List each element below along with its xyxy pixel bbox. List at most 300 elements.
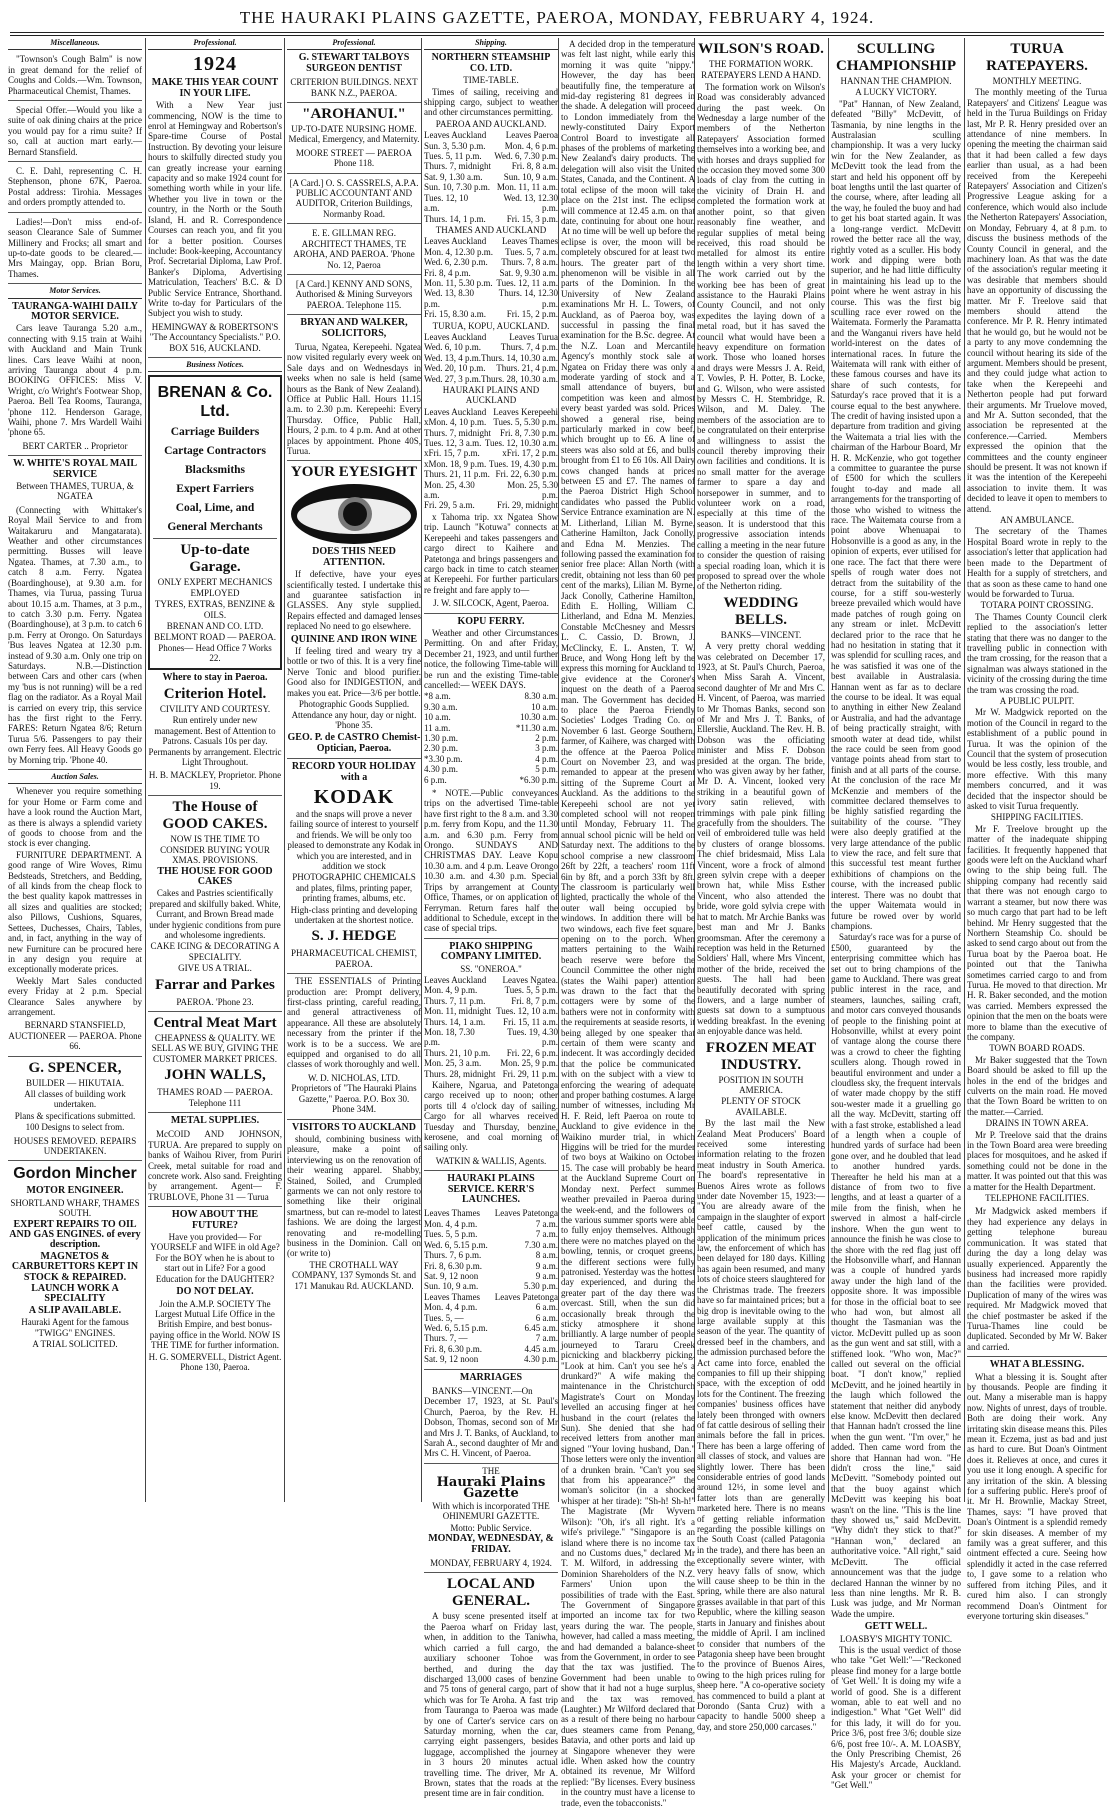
timetable-cell: Tues. 5, 5 p.m. xyxy=(504,985,558,996)
timetable-cell: Mon. 11, 11 a.m. xyxy=(496,182,558,193)
visitors-sign: THE CROTHALL WAY COMPANY, 137 Symonds St. and 171 Manukau Rd. AUCKLAND. xyxy=(291,1259,417,1291)
timetable-cell: Fri. 22, 6.30 p.m. xyxy=(495,469,558,480)
timetable-row xyxy=(424,332,558,342)
meat-name: JOHN WALLS, xyxy=(164,1067,266,1084)
timetable-paeroa-auckland xyxy=(424,130,558,224)
ambulance-body: The secretary of the Thames Hospital Board wrote in reply to the association's letter that application had been made to the Department of Health for a supply of stretchers, and that as soon as these came to hand one would be forwarded to Turua. xyxy=(967,526,1107,599)
gazette-the: THE xyxy=(482,1465,500,1476)
timetable-cell: 4.45 a.m. xyxy=(524,1343,558,1354)
nsc-sub: TIME-TABLE. xyxy=(463,75,519,86)
future-body-2: Join the A.M.P. SOCIETY The Largest Mutual Life Office in the British Empire, and best bonus-paying office in the World. NOW IS THE TIME for further information. xyxy=(149,1298,281,1351)
timetable-cell: Mon. 25, 9 p.m. xyxy=(500,1058,558,1069)
brenan-title: BRENAN & Co. Ltd. xyxy=(157,384,273,421)
cakes-title: The House of GOOD CAKES. xyxy=(162,799,268,833)
timetable-cell: Thurs. 7, midnight xyxy=(424,427,491,438)
timetable-cell: Mon. 4, 12.30 p.m. xyxy=(424,246,494,257)
mincher-name: Gordon Mincher xyxy=(13,1165,137,1183)
ambulance-title: AN AMBULANCE. xyxy=(999,515,1074,526)
marriages-title: MARRIAGES xyxy=(459,1371,523,1383)
timetable-cell: xMon. 4, 10 p.m. xyxy=(424,417,487,428)
mincher-agent: Hauraki Agent for the famous "TWIGG" ENGINES. xyxy=(21,1317,129,1338)
timetable-row xyxy=(424,1048,558,1058)
timetable-cell: Fri. 15, 3 p.m. xyxy=(506,213,558,224)
auction-body-3: Weekly Mart Sales conducted every Friday at 2 p.m. Special Clearance Sales anywhere by arrangement. xyxy=(8,975,142,1017)
timetable-cell: 9 a.m. xyxy=(535,1260,558,1271)
column-2 xyxy=(148,38,282,1502)
ad-special-offer: Special Offer.—Would you like a suite of oak dining chairs at the price you would pay for a rimu suite? If so, call at auction mart early.—Bernard Stansfield. xyxy=(8,103,142,162)
drains-body: Mr P. Treelove said that the drains in the Town Board area were breeding places for mosquitoes, and he asked if something could not be done in the matter. It was pointed out that this was a matter for the Health Department. xyxy=(967,1129,1107,1192)
timetable-cell: Tues. 12, 10 a.m. xyxy=(496,1006,558,1017)
column-rule xyxy=(421,38,422,1502)
timetable-cell: Fri. 8, 6.30 p.m. xyxy=(424,1260,483,1271)
timetable-cell: Wed. 6, 5.15 p.m. xyxy=(424,1322,488,1333)
timetable-row xyxy=(424,236,558,246)
kodak-printing: High-class printing and developing undertaken at the shortest notice. xyxy=(290,904,418,925)
timetable-cell: 2 p.m. xyxy=(535,733,558,743)
timetable-cell: 7 a.m. xyxy=(535,1333,558,1344)
timetable-cell: Mon. 11, 5.30 p.m. xyxy=(424,277,493,288)
arohanui-address: MOORE STREET — PAEROA Phone 118. xyxy=(287,146,421,174)
timetable-row xyxy=(424,1281,558,1291)
ad-dahl: C. E. Dahl, representing C. H. Stephenson, phone 67K, Paeroa. Postal address: Tirohia. Messages and orders promptly attended to. xyxy=(8,164,142,213)
year-body: With a New Year just commencing, NOW is the time to enrol at Hemingway and Robertson's Spare-time Course of Postal Instruction. By devoting your leisure hours to skilfully directed study you can greatly increase your earning capacity and so make 1924 count for something worth while in your life. Whether you live in town or the country, in the North or the South Island, H. and R. Correspondence Courses can reach you, and fit you for a better position. Courses include: Book-keeping, Accountancy Prof. Secretarial Diploma, Law Prof. Banker's Diploma, Advertising Matriculation, Teachers' B.C. & D Public Service Entrance, Shorthand. Write to-day for Particulars of the Subject you wish to study. xyxy=(148,100,282,319)
timetable-row xyxy=(424,182,558,192)
timetable-cell: Thurs. 7, 6 p.m. xyxy=(424,1250,482,1261)
timetable-cell: Fri. 8, 7.30 p.m. xyxy=(499,427,558,438)
timetable-row xyxy=(424,459,558,469)
timetable-kerr-launches xyxy=(424,1206,558,1369)
brenan-ad xyxy=(148,375,282,669)
ad-ladies: Ladies!—Don't miss end-of-season Clearance Sale of Summer Millinery and Frocks; all smart and up-to-date goods to be cleared.—Mrs Maingay, opp. Brian Boru, Thames. xyxy=(8,215,142,284)
timetable-row xyxy=(424,247,558,257)
future-title: HOW ABOUT THE FUTURE? xyxy=(171,1209,259,1231)
timetable-cell: Thurs. 21, 4 p.m. xyxy=(496,363,558,374)
timetable-row xyxy=(424,1271,558,1281)
cakes-house: THE HOUSE FOR GOOD CAKES xyxy=(157,865,273,887)
timetable-row xyxy=(424,712,558,722)
mincher-slip: A SLIP AVAILABLE. xyxy=(28,1304,122,1316)
timetable-cell: Fri. 8, 7 p.m. xyxy=(511,995,558,1006)
timetable-row xyxy=(424,268,558,278)
timetable-row xyxy=(424,985,558,995)
auction-body-1: Whenever you require something for your Home or Farm come and have a look round the Auction Mart, as there is always a splendid variety of goods to choose from and the stock is ever changing. xyxy=(8,786,142,849)
timetable-cell: Sun. 3, 5.30 p.m. xyxy=(424,140,486,151)
kopu-title: KOPU FERRY. xyxy=(457,615,525,627)
timetable-cell: 11 a.m. xyxy=(424,722,451,733)
timetable-cell: 7.30 a.m. xyxy=(524,1239,558,1250)
arohanui-title: "AROHANUI." xyxy=(302,106,406,123)
column-8 xyxy=(967,38,1107,1621)
cakes-trial: GIVE US A TRIAL. xyxy=(178,963,252,974)
timetable-cell: Sat. 9, 9.30 a.m. xyxy=(499,267,558,278)
year-title: 1924 xyxy=(193,53,237,76)
timetable-cell: Fri. 29, 5 a.m. xyxy=(424,500,475,511)
timetable-piako xyxy=(424,975,558,1079)
brenan-line: Coal, Lime, and xyxy=(175,502,255,515)
timetable-row xyxy=(424,214,558,224)
ta-title: THAMES AND AUCKLAND xyxy=(435,224,547,235)
launch-title: HAURAKI PLAINS SERVICE. KERR'S LAUNCHES. xyxy=(447,1173,535,1206)
timetable-row xyxy=(424,151,558,161)
section-shipping: Shipping. xyxy=(424,38,558,50)
timetable-cell: Sun. 10, 9 a.m. xyxy=(503,171,558,182)
timetable-thames-auckland xyxy=(424,236,558,319)
timetable-cell: 1.30 p.m. xyxy=(424,733,459,743)
spencer-body: All classes of building work undertaken. xyxy=(24,1088,126,1110)
timetable-row xyxy=(424,141,558,151)
timetable-turua-kopu xyxy=(424,332,558,384)
arohanui-body: UP-TO-DATE NURSING HOME. Medical, Emergency, and Maternity. xyxy=(288,124,420,145)
timetable-row xyxy=(424,469,558,479)
timetable-cell: Tues. 12, 10 a.m. xyxy=(424,192,469,214)
section-professional: Professional. xyxy=(287,38,421,50)
timetable-row xyxy=(424,257,558,267)
timetable-row xyxy=(424,1302,558,1312)
timetable-cell: Sat. 9, 12 noon xyxy=(424,1270,479,1281)
column-rule xyxy=(284,38,285,1502)
timetable-cell: Mon. 4, 4 p.m. xyxy=(424,1218,478,1229)
cakes-body: NOW IS THE TIME TO CONSIDER BUYING YOUR XMAS. PROVISIONS. xyxy=(160,834,270,866)
timetable-cell: 8.30 a.m. xyxy=(524,691,558,702)
timetable-cell: Thurs. 28, 10.30 a.m. xyxy=(481,373,559,384)
future-delay: DO NOT DELAY. xyxy=(176,1286,254,1298)
telephone-body: Mr Madgwick asked members if they had experience any delays in getting telephone bureau communication. It was stated that during the day a long delay was usually experienced. Apparently the business had increased more rapidly than the facilities were provided. Duplication of many of the wires was required. Mr Madgwick moved that the chief postmaster be asked if the Turua-Thames line could be duplicated. Seconded by Mr W. Baker and carried. xyxy=(967,1204,1107,1357)
timetable-row xyxy=(424,374,558,384)
timetable-cell: Tues. 5, 7 a.m. xyxy=(505,246,558,257)
wedding-sub: BANKS—VINCENT. xyxy=(720,629,802,640)
timetable-row xyxy=(424,480,558,501)
column-rule xyxy=(828,38,829,1502)
wilsons-road-title: WILSON'S ROAD. xyxy=(698,41,824,57)
gett-well-body: This is the usual verdict of those who take "Get Well:"—"Reckoned please find money for a large bottle of 'Get Well.' It is doing my wife a world of good. She is a different woman, able to eat well and no indigestion." What "Get Well" did for this lady, it will do for you. Price 3/6, post free 3/6; double size 6/6, post free 10/-. A. M. LOASBY, the Only Prescribing Chemist, 26 His Majesty's Arcade, Auckland. Ask your grocer or chemist for "Get Well." xyxy=(831,1644,961,1791)
timetable-row xyxy=(424,353,558,363)
year-sign: HEMINGWAY & ROBERTSON'S "The Accountancy Specialists." P.O. BOX 516, AUCKLAND. xyxy=(148,320,282,358)
timetable-cell: Leaves Turua xyxy=(509,331,558,342)
gett-well-title: GETT WELL. xyxy=(864,1621,928,1633)
gazette-sub: With which is incorporated THE OHINEMURI GAZETTE. xyxy=(432,1501,550,1522)
cassrels-card: [A Card.] O. S. CASSRELS, A.P.A. PUBLIC ACCOUNTANT AND AUDITOR, Criterion Buildings, Normanby Road. xyxy=(287,176,421,225)
gett-well-sub: LOASBY'S MIGHTY TONIC. xyxy=(839,1633,953,1644)
section-motor-services: Motor Services. xyxy=(8,286,142,298)
timetable-cell: 5.30 p.m. xyxy=(523,1281,558,1292)
timetable-cell: Tues. 12, 11 a.m. xyxy=(496,277,558,288)
wedding-title: WEDDING BELLS. xyxy=(723,594,799,628)
bryan-title: BRYAN AND WALKER, SOLICITORS, xyxy=(300,317,408,339)
timetable-row xyxy=(424,1323,558,1333)
timetable-cell: Fri. 29, 11 p.m. xyxy=(502,1068,558,1079)
garage-tyres: TYRES, EXTRAS, BENZINE & OILS. xyxy=(154,599,276,620)
timetable-row xyxy=(424,1208,558,1218)
timetable-cell: xFri. 17, 2 p.m. xyxy=(502,448,558,459)
section-miscellaneous: Miscellaneous. xyxy=(8,38,142,50)
meat-body: CHEAPNESS & QUALITY. WE SELL AS WE BUY, GIVING THE CUSTOMER MARKET PRICES. xyxy=(151,1032,279,1064)
gazette-days: MONDAY, WEDNESDAY, & FRIDAY. xyxy=(428,1533,554,1555)
wilsons-road-body: The formation work on Wilson's Road was considerably advanced during the past week. On Wednesday a large number of the members of the Netherton Ratepayers' Association formed themselves into a working bee, and with horses and drays supplied for the occasion they moved some 300 loads of clay from the cutting in the vicinity of Drain H. and completed the formation work at another point, so that given reasonably fine weather, and regular supplies of metal being received, this road should be metalled for almost its entire length within a very short time. The work carried out by the working bee has been of great assistance to the Hauraki Plains County Council, and not only expedites the laying down of a metal road, but it has saved the council what would have been a heavy expenditure on formation work. Those who loaned horses and drays were Messrs J. A. Reid, T. Vowles, P. H. Potter, B. Locke, and G. Wilson, who were assisted by Messrs C. H. Stembridge, R. Wilson, and M. Daley. The members of the association are to be congratulated on their enterprise and willingness to assist the council thereby improving their own facilities and conditions. It is no small matter for the average farmer to spare a day and horsepower in summer, and to volunteer work on a road, especially at this time of the season. It is understood that this progressive association intends calling a meeting in the near future to consider the question of raising a special roading loan, which it is proposed to spread over the whole of the Netherton riding. xyxy=(697,81,825,592)
timetable-cell: 9 a.m. xyxy=(535,1270,558,1281)
kodak-brand: KODAK xyxy=(313,785,395,808)
timetable-hauraki-plains xyxy=(424,407,558,511)
column-rule xyxy=(964,38,965,1502)
timetable-cell: Wed. 6, 7.30 p.m. xyxy=(494,151,558,162)
timetable-cell: Thurs. 14, 1 a.m. xyxy=(424,1016,486,1027)
timetable-cell: *8 a.m. xyxy=(424,691,451,702)
visitors-title: VISITORS TO AUCKLAND xyxy=(292,1121,416,1133)
timetable-cell: Thurs. 7, 4 p.m. xyxy=(500,342,558,353)
blessing-title: WHAT A BLESSING. xyxy=(989,1359,1085,1371)
timetable-cell: Mon. 11, midnight xyxy=(424,1006,492,1017)
brenan-line: General Merchants xyxy=(167,521,263,534)
timetable-row xyxy=(424,417,558,427)
kenny-card: [A Card.] KENNY AND SONS, Authorised & Mining Surveyors PAEROA. Telephone 115. xyxy=(287,277,421,315)
mincher-magnetos: MAGNETOS & CARBURETTORS KEPT IN STOCK & REPAIRED. xyxy=(11,1250,139,1283)
timetable-cell: Thurs. 21, 10 p.m. xyxy=(424,1047,491,1058)
timetable-row xyxy=(424,1354,558,1364)
timetable-cell: Leaves Paeroa xyxy=(505,130,558,141)
timetable-row xyxy=(424,1219,558,1229)
bryan-body: Turua, Ngatea, Kerepeehi. Ngatea now visited regularly every week on Sale days and on Wednesdays in weeks when no sale is held (same hours as the Bank of New Zealand). Office at Public Hall. Hours 11.15 a.m. to 2.30 p.m. Kerepeehi: Every Thursday. Office, Public Hall, Hours, 2 p.m. to 4 p.m. And at other places by appointment. Phone 40S, Turua. xyxy=(287,340,421,461)
timetable-cell: Sat. 9, 1.30 a.m. xyxy=(424,171,483,182)
timetable-cell: Tues. 5, 5 p.m. xyxy=(424,1229,478,1240)
tk-title: TURUA, KOPU, AUCKLAND. xyxy=(432,320,550,331)
timetable-row xyxy=(424,288,558,309)
timetable-cell: 10 a.m. xyxy=(531,701,558,712)
hedge-sub: PHARMACEUTICAL CHEMIST, PAEROA. xyxy=(287,946,421,974)
spencer-name: G. SPENCER, xyxy=(28,1059,122,1076)
timetable-cell: 4 p.m. xyxy=(535,753,558,764)
timetable-cell: Mon. 4, 4 p.m. xyxy=(424,1302,478,1313)
eye-icon xyxy=(291,484,417,544)
kodak-body: and the snaps will prove a never failing source of interest to yourself and friends. We will be only too pleased to demonstrate any Kodak in which you are interested, and in addition we stock xyxy=(287,808,421,871)
timetable-cell: Wed. 6, 2.30 p.m. xyxy=(424,257,488,268)
talboys-body: CRITERION BUILDINGS. NEXT BANK N.Z., PAEROA. xyxy=(287,75,421,103)
nsc-title: NORTHERN STEAMSHIP CO. LTD. xyxy=(431,52,551,74)
timetable-cell: Thurs. 14, 10.30 a.m. xyxy=(481,352,559,363)
timetable-row xyxy=(424,1229,558,1239)
mincher-launch: LAUNCH WORK A SPECIALITY xyxy=(31,1283,119,1305)
sculling-sub: HANNAN THE CHAMPION. xyxy=(840,76,952,86)
future-sign: H. G. SOMERVELL, District Agent. Phone 130, Paeroa. xyxy=(148,1351,282,1372)
timetable-row xyxy=(424,764,558,774)
timetable-cell: Sun. 10, 7.30 p.m. xyxy=(424,182,491,193)
sculling-body: "Pat" Hannan, of New Zealand, defeated "Billy" McDevitt, of Tasmania, by nine lengths in the Australasian sculling championship. It was a very lucky win for the New Zealander, as McDevitt took the lead from the start and held his opponent off by boat lengths until the last quarter of the course, where, after leading all the way, he fouled the buoy and had to get his boat started again. It was a long-range verdict. McDevitt rowed the better race all the way, rightly voted as a sculler. His body work and dipping were both superior, and he had little difficulty in maintaining his lead up to the point where he went astray in his course. This was the first big sculling race ever rowed on the Waitemata. Formerly the Paramatta and the Wanganui rivers have held world-interest on the dates of international races. In future the Waitemata will rank with either of these famous courses and have its share of such contests, for Saturday's race proved that it is a course equal to the best anywhere. The credit of having insisted upon a departure from tradition and giving the Waitemata a trial lies with the chairman of the Harbour Board, Mr H. R. McKenzie, who got together a committee to guarantee the purse of £500 for which the scullers fought to-day and made all arrangements for the transporting of those who wished to witness the race. The Waitemata course from a point above Whenuapai to Hobsonville is a good as any, in the opinion of experts, ever utilised for one race. The fact that there were spells of rough water does not detract from the suitability of the course, for a stiff sou-westerly breeze prevailed which would have made patches of rough going on any stream or inlet. McDevitt declared prior to the race that he had no hesitation in stating that it was splendid for sculling races, and he was satisfied it was one of the best available in Australasia. Hannan went as far as to declare the course to be ideal. It was equal to anything in either New Zealand or Australia, and had the advantage of being practically straight, with smooth water at dead tide, whilst the race could be seen from good vantage points ahead from start to finish and at all parts of the course. At the conclusion of the race Mr McKenzie and members of the committee declared themselves to be highly satisfied regarding the suitability of the course. "They were also deeply gratified at the very large attendance of the public to view the race, and felt sure that this successful test meant further exhibitions of champions on the course, with the increased public interest. There was no doubt that the upper Waitemata would in future be rowed over by world champions. xyxy=(831,98,961,931)
pa-title: PAEROA AND AUCKLAND. xyxy=(435,118,547,129)
timetable-cell: 4.30 p.m. xyxy=(523,1354,558,1365)
wilsons-road-sub-2: RATEPAYERS LEND A HAND. xyxy=(701,70,821,81)
frozen-meat-body: By the last mail the New Zealand Meat Producers' Board received some interesting information relating to the frozen meat industry in South America. The board's representative in Buenos Aires wrote as follows under date November 15, 1923:— "You are already aware of the campaign in the slaughter of export beef cattle, caused by the application of the minimum prices law, the enforcement of which has been delayed for 180 days. Killing has again been resumed, and many lots of choice steers slaughtered for the Christmas trade. The freezers have so far maintained prices; but a big drop is inevitable owing to the large available supply at this season of the year. The quantity of dressed beef in the chambers, and the admission purchased before the Act came into force, enabled the companies to fill up their shipping space, with the exception of odd lots for the Continent. The freezing companies' business offices have lately been thronged with owners of fat cattle desirous of selling their animals before the fall in prices. There has been a large offering of all classes of stock, and values are slightly lower. There has been considerable entries of good lands around 12½, in some level and fatter lots than are generally marketed here. There is no means of getting reliable information regarding the possible killings on the South Coast (called Patagonia in the trade), and there has been an exceptionally severe winter, with very heavy falls of snow, which will cause sheep to be thin in the spring, while there are also natural grasses available in that part of this Republic, where the killing season starts in January and finishes about the middle of April. I am inclined to consider that numbers of the Patagonia sheep have been brought to the province of Buenos Aires, owing to the high prices ruling for sheep here. "A co-operative society has commenced to build a plant at Dorondo (Santa Cruz) with a capacity to handle 5000 sheep a day, and store 250,000 carcases." xyxy=(697,1118,825,1732)
kopu-note: * NOTE.—Public conveyances trips on the advertised Time-table have first right to the 8 a.m. and 3.30 p.m. ferry from Kopu, and the 11.30 a.m. and 6.30 p.m. Ferry from Orongo. SUNDAYS AND CHRISTMAS DAY. Leave Kopu 10.30 a.m. and 4 p.m. Leave Orongo 10.30 a.m. and 4.30 p.m. Special Trips by arrangement at County Office, Thames, or on application of Ferryman. Return fares half the additional to Schedule, except in the case of special trips. xyxy=(424,786,558,939)
timetable-cell: Mon. 18, 7.30 p.m. xyxy=(424,1026,475,1048)
eyesight-body: If defective, have your eyes scientifically tested. I undertake this and guarantee satisfaction in GLASSES. Any style supplied. Repairs effected and damaged lenses replaced No need to go elsewhere. xyxy=(287,569,421,632)
timetable-cell: *11.30 a.m. xyxy=(515,722,558,733)
timetable-cell: Mon. 25, 4.30 a.m. xyxy=(424,479,475,501)
turua-body: The monthly meeting of the Turua Ratepayers' and Citizens' League was held in the Turua Buildings on Friday last, Mr P. R. Henry presided over an attendance of nine members. In opening the meeting the chairman said that it had been called a few days earlier than usual, as a had been received from the Kerepeehi Ratepayers' Association and Citizen's Progressive League asking for a conference, which would also include the Netherton Ratepayers' Association, on Monday, February 4, at 8 p.m. to discuss the business methods of the County Council in general, and the machinery loan. As that was the date of the association's regular meeting it was desirable that members should have an opportunity of discussing the matter. Mr F. Treelove said that members should attend the conference. Mr P. R. Henry intimated that he would go, but he would not be a party to any move condemning the council without hearing its side of the argument. Members should be present, and they could judge what action to take when the Kerepeehi and Netherton people had put forward their arguments. Mr Truelove moved, and Mr A. Sutton seconded, that the association be represented at the conference.—Carried. Members expressed the opinion that the committees and the county engineer should be present. It was not known if it was the intention of the Kerepeehi association to invite them. It was decided to leave it open to members to attend. xyxy=(967,87,1107,514)
column-4 xyxy=(424,38,559,1799)
masthead-rule xyxy=(10,32,1104,36)
cakes-description: Cakes and Pastries scientifically prepared and skilfully baked. White, Currant, and Brown Bread made under hygienic conditions from pure and wholesome ingredients. xyxy=(149,888,281,940)
timetable-row xyxy=(424,500,558,510)
timetable-cell: Fri. 15, 8.30 a.m. xyxy=(424,309,486,320)
timetable-cell: Leaves Auckland xyxy=(424,974,487,985)
kodak-chemicals: PHOTOGRAPHIC CHEMICALS and plates, films, printing paper, printing frames, albums, etc. xyxy=(292,872,416,904)
timetable-cell: Tues. 12, 3 a.m. xyxy=(424,438,482,449)
timetable-cell: Leaves Thames xyxy=(501,236,558,247)
essentials-body: THE ESSENTIALS of Printing production are: Prompt delivery, first-class printing, careful reading, and general attractiveness of appearance. All these are absolutely necessary from the printer if the work is to be a success. We are equipped and organised to do all classes of work thoroughly and well. xyxy=(287,976,421,1070)
shipping-title: SHIPPING FACILITIES. xyxy=(990,812,1084,823)
brenan-line: Carriage Builders xyxy=(170,426,260,439)
timetable-cell: Tues. 12, 10.30 a.m. xyxy=(484,438,558,449)
timetable-cell: Wed. 27, 3 p.m. xyxy=(424,373,482,384)
timetable-row xyxy=(424,342,558,352)
timetable-cell: Fri. 8, 8 a.m. xyxy=(511,161,558,172)
mincher-role: MOTOR ENGINEER. xyxy=(26,1185,124,1197)
timetable-row xyxy=(424,1006,558,1016)
timetable-cell: Fri. 8, 6.30 p.m. xyxy=(424,1343,483,1354)
spencer-plans: Plans & specifications submitted. xyxy=(14,1110,136,1121)
sculling-title: SCULLING CHAMPIONSHIP xyxy=(836,41,956,74)
pulpit-title: A PUBLIC PULPIT. xyxy=(999,695,1075,706)
wilsons-road-sub: THE FORMATION WORK. xyxy=(708,59,814,69)
meat-title: Central Meat Mart xyxy=(153,1014,277,1031)
piako-sub: SS. "ONEROA." xyxy=(460,963,522,974)
timetable-cell: 2.30 p.m. xyxy=(424,743,459,754)
timetable-cell: Thurs. 21, 11 p.m. xyxy=(424,469,490,480)
timetable-row xyxy=(424,691,558,701)
auction-sign: BERNARD STANSFIELD, AUCTIONEER — PAEROA. Phone 66. xyxy=(8,1018,142,1056)
timetable-row xyxy=(424,448,558,458)
timetable-cell: Leaves Auckland xyxy=(424,130,487,141)
timetable-cell: Tues. 5, 11 p.m. xyxy=(424,151,482,162)
local-body: A busy scene presented itself at the Paeroa wharf on Friday last, when, in addition to the Taniwha, which carried a full cargo, the auxiliary schooner Tohoe was berthed, and during the day discharged 13,000 cases of benzine and 75 tons of general cargo, part of which was for Te Aroha. A fast trip from Tauranga to Paeroa was made by one of Carter's service cars on Saturday morning, when the car, carrying eight passengers, besides luggage, accomplished the journey in 3 hours 20 minutes actual travelling time. The driver, Mr A. Brown, states that the roads at the present time are in fair condition. xyxy=(424,1611,558,1799)
timetable-cell: 6 p.m. xyxy=(424,774,447,785)
timetable-row xyxy=(424,1017,558,1027)
white-body: (Connecting with Whittaker's Royal Mail Service to and from Waitakaruru and Mangatarata). Weather and other circumstances permitting. Busses will leave Ngatea. Thames, at 7.30 a.m., to catch 8 a.m. Ferry. Ngatea (Boardinghouse), at 9.30 a.m. for Thames, via Turua, passing Turua about 10.15 a.m. Thames, at 3 p.m., to catch 3.30 p.m. Ferry. Ngatea (Boardinghouse), at 3 p.m. to catch 6 p.m. Ferry at Orongo. On Saturdays 'Bus leaves Ngatea at 12.30 p.m. instead of 9.30 a.m. Only one trip on Saturdays. N.B.—Distinction between Cars and other cars (when my 'bus is not running) will be a red flag on the radiator. As a Royal Mail is carried on every trip, this service has the first right to the Ferry. FARES: Return Ngatea 8/6; Return Turua 5/6. Passengers to pay their own Ferry fees. All Heavy Goods go by Morning trip. 'Phone 40. xyxy=(8,503,142,770)
timetable-row xyxy=(424,1261,558,1271)
timetable-cell: Sat. 9, 12 noon xyxy=(424,1354,479,1365)
timetable-cell: 3 p.m. xyxy=(535,743,558,754)
timetable-row xyxy=(424,1027,558,1048)
hedge-name: S. J. HEDGE xyxy=(311,928,397,945)
timetable-cell: 7 a.m. xyxy=(535,1229,558,1240)
drains-title: DRAINS IN TOWN AREA. xyxy=(985,1118,1089,1129)
garage-address: BELMONT ROAD — PAEROA. Phones— Head Office 7 Works 22. xyxy=(153,632,276,664)
mincher-trial: A TRIAL SOLICITED. xyxy=(32,1339,118,1350)
timetable-cell: 8 a.m. xyxy=(535,1250,558,1261)
frozen-meat-title: FROZEN MEAT INDUSTRY. xyxy=(705,1039,817,1073)
marriages-body: BANKS—VINCENT.—On December 17, 1923, at St. Paul's Church, Paeroa, by the Rev. H. Dobson, Thomas, second son of Mr and Mrs J. T. Banks, of Auckland, to Sarah A., second daughter of Mr and Mrs C. H. Vincent, of Paeroa. xyxy=(424,1384,558,1464)
timetable-cell: Leaves Thames xyxy=(424,1291,481,1302)
timetable-cell: Wed. 13, 8.30 p.m. xyxy=(424,288,475,309)
mincher-repairs: EXPERT REPAIRS TO OIL AND GAS ENGINES. of every description. xyxy=(9,1218,141,1251)
eyesight-title: YOUR EYESIGHT xyxy=(290,464,418,481)
crossing-body: The Thames County Council clerk replied to the association's letter stating that there was no danger to the travelling public in connection with the tram crossing, for the reason that a signalman was always stationed in the vicinity of the crossing during the time the tram was crossing the road. xyxy=(967,611,1107,695)
tauranga-title: TAURANGA-WAIHI DAILY MOTOR SERVICE. xyxy=(12,300,138,322)
timetable-cell: Leaves Patetonga xyxy=(494,1291,558,1302)
timetable-cell: Wed. 13, 4 p.m. xyxy=(424,352,482,363)
piako-note: Kaihere, Ngarua, and Patetonga cargo received up to noon; other ports till 4 o'clock day of sailing. Cargo for all wharves received Tuesday and Thursday, benzine, kerosene, and coal morning of sailing only. xyxy=(424,1080,558,1153)
timetable-row xyxy=(424,130,558,140)
turua-title: TURUA RATEPAYERS. xyxy=(986,41,1088,74)
meat-address: THAMES ROAD — PAEROA. Telephone 111 xyxy=(148,1085,282,1113)
sculling-body-2: Saturday's race was for a purse of £500, guaranteed by the enterprising committee which has set out to bring champions of the game to Auckland. There was great public interest in the race, and steamers, launches, sailing craft, and motor cars conveyed thousands of people to the finishing point at Hobsonville, whilst at every point of vantage along the course there was a crowd to cheer the fighting scullers along. Though rowed in beautiful environment and under a cloudless sky, the frequent intervals of water made choppy by the stiff sou-wester made it a gruelling go all the way. McDevitt, starting off with a fast stroke, established a lead of a length when a couple of hundred yards of surface had been gone over, and he doubled that lead to another hundred yards. Thereafter he held his man at a distance of from two to five lengths, and at least a quarter of a mile from the finish, when he swerved in almost a half-circle inshore. When the gun went to announce the finish he was close to the shore with the red flag just off the Hobsonville wharf, and Hannan was a couple of hundred yards away under the high land of the opposite shore. It was impossible for those in the official boat to see who had won, but almost all thought the Tasmanian was the victor. McDevitt pulled up as soon as the gun went and sat still, with a stiffened look. "Who won, Mac?" called out several on the official boat. "I don't know," replied McDevitt, and he joined heartily in the laugh which followed the statement that neither did anybody else know. McDevitt then declared that Hannan hadn't crossed the line when the gun went. "I'm over," he added. Then came word from the shore that Hannan had won. "He didn't cross the line," said McDevitt. "Somebody pointed out that the buoy against which McDevitt was keeping his boat wasn't on the line. "This is the line they showed us," said McDevitt. "Why didn't they stick to that?" "Hannan won," declared an authoritative voice. "All right," said McDevitt. The official announcement was that the judge declared Hannan the winner by no less than nine lengths. Mr R. B. Lusk was judge, and Mr Norman Wade the umpire. xyxy=(831,932,961,1619)
kodak-title: RECORD YOUR HOLIDAY with a xyxy=(291,761,417,783)
tauranga-body: Cars leave Tauranga 5.20 a.m., connecting with 9.15 train at Waihi with Auckland and Main Trunk lines. Cars leave Waihi at noon, arriving Tauranga about 4 p.m. BOOKING OFFICES: Miss V. Wright, c/o Wright's Footwear Shop, Paeroa. Bell Tea Rooms, Tauranga, 'phone 112. Henderson Garage, Waihi, phone 7. Mrs Wardell Waihi 'phone 65. xyxy=(8,323,142,438)
telephone-title: TELEPHONE FACILITIES. xyxy=(985,1193,1089,1204)
hp-sign: J. W. SILCOCK, Agent, Paeroa. xyxy=(424,596,558,613)
visitors-body: should, combining business with pleasure, make a point of interviewing us on the renovation of their wearing apparel. Shabby, Stained, Soiled, and Crumpled garments we can not only restore to something like their original smartness, but can re-model to latest fashions. We are doing the largest renovating and re-modelling business in the Dominion. Call on (or write to) xyxy=(287,1133,421,1259)
column-3 xyxy=(287,38,421,1502)
timetable-cell: Wed. 13, 12.30 p.m. xyxy=(503,192,558,214)
timetable-cell: 5 p.m. xyxy=(535,764,558,775)
timetable-cell: Leaves Auckland xyxy=(424,406,487,417)
timetable-row xyxy=(424,1069,558,1079)
gazette-date: MONDAY, FEBRUARY 4, 1924. xyxy=(424,1556,558,1573)
garage-title: Up-to-date Garage. xyxy=(180,542,250,576)
timetable-cell: Leaves Kerepeehi xyxy=(493,406,558,417)
spencer-role: BUILDER — HIKUTAIA. xyxy=(25,1077,124,1088)
blessing-body: What a blessing it is. Sought after by thousands. People are finding it out. Many a miserable man is happy now. Nights of unrest, days of trouble. Both are doing their work. Any irritating skin disease means this. Piles mean it. Eczema, just as bad and just as hard to cure. But Doan's Ointment does it. Relieves at once, and cures it you use it long enough. A specific for any irritation of the skin. A blessing for a suffering public. Here's proof of it. Mr H. Brownlie, Mackay Street, Thames, says: "I have proved that Doan's Ointment is a splendid remedy for skin diseases. A member of my family was a great sufferer, and this ointment effected a cure. Seeing how splendidly it acted in the case referred to, I gave some to a relation who suffered from itching Piles, and it cured him also. I can strongly recommend Doan's Ointment for everyone torturing skin diseases." xyxy=(967,1371,1107,1621)
column-rule xyxy=(558,38,559,1502)
metal-title: METAL SUPPLIES. xyxy=(170,1115,260,1126)
timetable-cell: Fri. 22, 6 p.m. xyxy=(506,1047,558,1058)
local-title: LOCAL AND GENERAL. xyxy=(447,1576,535,1610)
timetable-cell: Tues. 19, 4.30 p.m. xyxy=(507,1026,558,1048)
column-1 xyxy=(8,38,142,1502)
piako-title: PIAKO SHIPPING COMPANY LIMITED. xyxy=(440,940,542,963)
nsc-note: Times of sailing, receiving and shipping cargo, subject to weather and other circumstances permitting. xyxy=(424,86,558,118)
timetable-row xyxy=(424,1240,558,1250)
criterion-title: Criterion Hotel. xyxy=(163,686,267,703)
hp-note: x Tahoma trip. xx Ngatea Show trip. Launch "Kotuwa" connects at Kerepeehi and takes passengers and cargo direct to Kaihere and Patetonga and brings passengers and cargo back in time to catch steamer at Kerepeehi. For further particulars re freight and fare apply to— xyxy=(424,511,558,595)
roads-body: Mr Baker suggested that the Town Board should be asked to fill up the holes in the end of the bridges and culverts on the main road. He moved that the Town Board be written to on the matter.—Carried. xyxy=(967,1054,1107,1117)
gazette-motto: Motto: Public Service. xyxy=(450,1522,532,1533)
criterion-body: Run entirely under new management. Best of Attention to Patrons. Casuals 10s per day. Permanents by arrangement. Electric Light Throughout. xyxy=(148,715,282,768)
photo-body: Photographic Goods Supplied. Attendance any hour, day or night. 'Phone 35. xyxy=(291,699,417,730)
timetable-cell: Leaves Patetonga xyxy=(494,1208,558,1219)
timetable-row xyxy=(424,702,558,712)
column-6 xyxy=(697,38,825,1732)
mincher-address: SHORTLAND WHARF, THAMES SOUTH. xyxy=(10,1197,140,1219)
garage-body: ONLY EXPERT MECHANICS EMPLOYED xyxy=(157,577,273,598)
quinine-body: If feeling tired and weary try a bottle or two of this. It is a very fine Nerve Tonic and blood purifier. Good also for INDIGESTION, and makes you eat. Price—3/6 per bottle. xyxy=(287,646,421,698)
sculling-sub-2: A LUCKY VICTORY. xyxy=(855,87,937,98)
timetable-row xyxy=(424,975,558,985)
criterion-sub: CIVILITY AND COURTESY. xyxy=(159,704,271,715)
timetable-cell: xMon. 18, 9 p.m. xyxy=(424,458,487,469)
timetable-cell: Fri. 29, midnight xyxy=(496,500,558,511)
farrar-sub: PAEROA. 'Phone 23. xyxy=(148,995,282,1012)
timetable-cell: 6.45 a.m. xyxy=(524,1322,558,1333)
nicholas-sign: W. D. NICHOLAS, LTD. Proprietors of "The Hauraki Plains Gazette," Paeroa. P.O. Box 30. Phone 34M. xyxy=(287,1071,421,1120)
brenan-line: Cartage Contractors xyxy=(164,445,266,458)
timetable-row xyxy=(424,1333,558,1343)
timetable-row xyxy=(424,754,558,764)
timetable-cell: 4.30 p.m. xyxy=(424,764,459,775)
timetable-cell: Fri. 15, 2 p.m. xyxy=(506,309,558,320)
timetable-cell: Thurs. 7, — xyxy=(424,1333,468,1344)
criterion-sign: H. B. MACKLEY, Proprietor. Phone 19. xyxy=(148,768,282,796)
timetable-row xyxy=(424,733,558,743)
local-news-body: A decided drop in the temperature was felt last night, while early this morning it was quite "nippy." However, the day has been beautifully fine, the temperature at mid-day registering 81 degrees in the shade. A delegation will proceed to London immediately from the newly-constituted Dairy Export Control Board to investigate all phases of the problems of marketing New Zealand's dairy products. The delegation will also visit the United States, Canada, and the Continent. A total eclipse of the moon will take place on the 21st inst. The eclipse will commence at 12.45 a.m. on that date, continuing for about one hour. At no time will be well up before the eclipse is over, the moon will be completely obscured for at least two hours. The greater part of the phenomenon will be visible in all parts of the Dominion. In the University of New Zealand examinations Mr H. L. Towers, of Auckland, as of Paeroa boy, was successful in passing the final examination for the B.Sc. degree. At the N.Z. Loan and Mercantile Agency's monthly stock sale at Ngatea on Friday there was only a moderate yarding of stock and a small attendance of buyers, but competition was keen and almost every beast yarded was sold. Prices showed a general rise, being particularly marked in cow beef, which brought up to £6. A line of steers was also sold at £6, and bulls brought from £1 to £6 10s. All Dairy cows changed hands at prices between £5 and £7. The names of the Paeroa District High School candidates who passed the Public Service Entrance examination are N. M. Litherland, Lilian M. Byrne, Catherine Hamilton, Jack Conolly, and Edna M. Menzies. The following passed the examination for senior free place: Allan North (with credit, obtaining not less than 60 per cent of the marks), Lilian M. Byrne, Jack Conolly, Catherine Hamilton, Edith E. Holling, William C. Litherland, and Edna M. Menzies. Constable McChesney and Messrs L. C. Cassio, D. Brown, J. McClincky, E. L. Ansten, T. W. Bruce, and Wong Hong left by the express this morning for Auckland to give evidence at the Coroner's inquest on the death of a Paeroa man. The Government has decided to place the Paeroa Friendly Societies' Lodges Trading Co. on November 6 last. George Southern, farmer, of Kaihere, was charged with the offence at the Paeroa Police Court on November 23, and was remanded to appear at the present sitting of the Supreme Court at Auckland. As the additions to the Kerepeehi school are not yet completed school will not reopen until Monday, February 11. The annual school picnic will be held on Saturday next. The additions to the school comprise a new classroom 26ft by 22ft, a teachers' room 11ft 6in by 8ft, and a porch 33ft by 8ft. The classroom is particularly well lighted, practically the whole of the outer wall being occupied by windows. In addition there will be two windows, each five feet square, opening on to the porch. When matters pertaining to the Waihi beach reserve were before the Council Committee the other night (states the Waihi paper) attention was drawn to the fact that the cottagers were by some of the bathers were not in conformity with the requirements at seaside resorts, it being alleged by one speaker that certain of them were scanty and indecent. It was accordingly decided that the police be communicated with on the subject with a view to enforcing the wearing of adequate and proper bathing costumes. A large number of witnesses, including Mr H. F. Reid, left Paeroa on route to Auckland to give evidence in the Waikino murder trial, in which Higgins will be tried for the murder of two boys at Waikino on October 15. The case will probably be heard at the Auckland Supreme Court on Monday next. Perfect summer weather prevailed in Paeroa during the week-end, and the followers of the various summer sports were able to fully enjoy themselves. Although there were no matches played on the bowling, tennis, or croquet greens, the different sections were fully patronised. Yesterday was the hottest day experienced, and during the greater part of the day there was overcast. Still, when the sun did occasionally break through the sticky atmosphere it shone brilliantly. A large number of people journeyed to Tararu Creek picnicking and blackberry picking. "Look at him. Can't you see he's a drunkard?" A wife making the maintenance in the Christchurch Magistrate's Court on Monday levelled an accusing finger at her husband in the court (relates the Sun). She denied that she had received letters from another man signed "Your loving husband, Dan." Those letters were only the invention of a drunken brain. "Can't you see that from his appearance?" the woman's solicitor (in a shocked whisper at her tirade): "Sh-h! Sh-h!" The Magistrate (Mr Wyvern Wilson): "Oh, it's all right. It's a wife's privilege." "Singapore is an island where there is no income tax and no Customs dues," declared Mr T. M. Wilford, in addressing the Dominion Shareholders of the N.Z. Farmers' Union upon the possibilities of trade with the East. The Government of Singapore imported an income tax for two years during the war. The people, however, had called a mass meeting, and had demanded a balance-sheet from the Government, in order to see that the tax was justified. The Government had been unable to show that it had not a huge surplus, and the tax was removed. (Laughter.) Mr Wilford declared that as a result of there being no harbour dues steamers came from Penang, Batavia, and other ports and laid up at Singapore whenever they were idle. When asked how the country obtained its revenue, Mr Wilford replied: "By licenses. Every business in the country must have a license to trade, even the tobacconists." xyxy=(561,39,695,1808)
timetable-row xyxy=(424,363,558,373)
year-sub: MAKE THIS YEAR COUNT IN YOUR LIFE. xyxy=(151,77,279,99)
timetable-cell: xFri. 15, 7 p.m. xyxy=(424,448,480,459)
garage-company: BRENAN AND CO. LTD. xyxy=(166,621,264,631)
timetable-row xyxy=(424,309,558,319)
spencer-designs: 100 Designs to select from. xyxy=(25,1122,125,1133)
pulpit-body: Mr W. Madgwick reported on the motion of the Council in regard to the establishment of a public pound in Turua. It was the opinion of the Council that the system of prosecution would be less costly, less trouble, and more effective. With this many members concurred, and it was decided that the inspector should be asked to visit Turua frequently. xyxy=(967,707,1107,812)
timetable-cell: Leaves Thames xyxy=(424,1208,481,1219)
white-title: W. WHITE'S ROYAL MAIL SERVICE xyxy=(12,458,138,480)
